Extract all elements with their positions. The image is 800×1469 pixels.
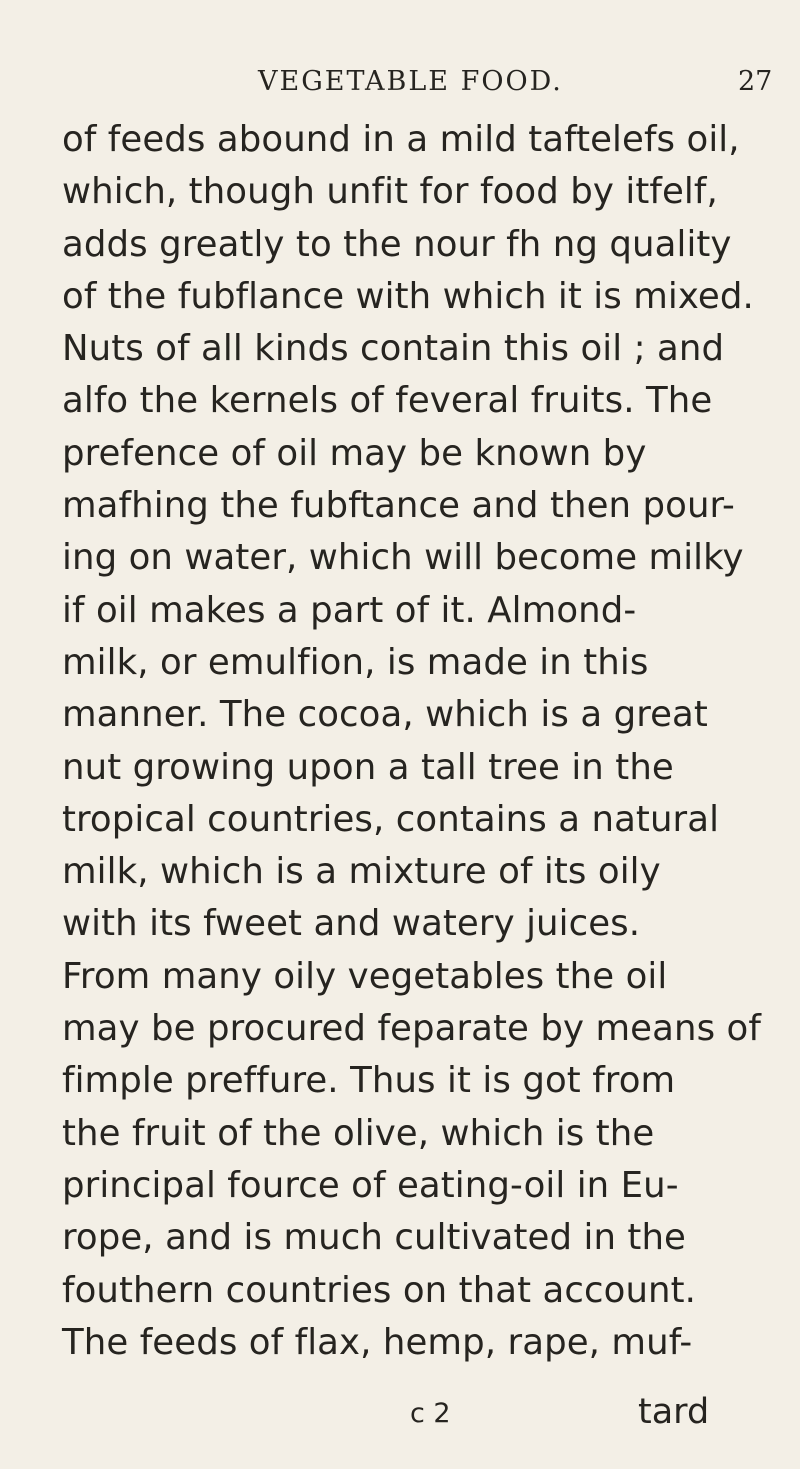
text-line: rope, and is much cultivated in the <box>62 1217 686 1259</box>
text-line: adds greatly to the nour fh ng quality <box>62 223 732 265</box>
text-line: prefence of oil may be known by <box>62 432 647 474</box>
text-line: which, though unfit for food by itfelf, <box>62 171 718 213</box>
text-line: nut growing upon a tall tree in the <box>62 746 674 788</box>
text-line: From many oily vegetables the oil <box>62 955 668 997</box>
signature-mark: c 2 <box>410 1398 451 1429</box>
text-line: fimple preffure. Thus it is got from <box>62 1060 676 1102</box>
catchword: tard <box>638 1392 710 1432</box>
running-head <box>258 66 778 106</box>
text-line: if oil makes a part of it. Almond- <box>62 589 637 631</box>
text-line: The feeds of flax, hemp, rape, muf- <box>62 1321 693 1363</box>
text-line: of feeds abound in a mild taftelefs oil, <box>62 119 740 160</box>
page-number: 27 <box>738 66 773 97</box>
text-line: the fruit of the olive, which is the <box>62 1112 655 1154</box>
page-footer <box>410 1392 730 1448</box>
text-line: manner. The cocoa, which is a great <box>62 694 708 736</box>
text-line: principal fource of eating-oil in Eu- <box>62 1164 679 1206</box>
text-line: may be procured feparate by means of <box>62 1008 761 1050</box>
body-text <box>62 114 761 1369</box>
text-line: ing on water, which will become milky <box>62 537 744 579</box>
text-line: of the fubflance with which it is mixed. <box>62 275 754 317</box>
text-line: mafhing the fubftance and then pour- <box>62 485 735 527</box>
text-line: milk, or emulfion, is made in this <box>62 641 649 683</box>
text-line: fouthern countries on that account. <box>62 1269 697 1311</box>
running-title: VEGETABLE FOOD. <box>258 66 563 97</box>
text-line: Nuts of all kinds contain this oil ; and <box>62 328 725 370</box>
text-line: tropical countries, contains a natural <box>62 798 720 840</box>
text-line: milk, which is a mixture of its oily <box>62 851 661 893</box>
text-line: alfo the kernels of feveral fruits. The <box>62 380 713 422</box>
text-line: with its fweet and watery juices. <box>62 903 641 945</box>
